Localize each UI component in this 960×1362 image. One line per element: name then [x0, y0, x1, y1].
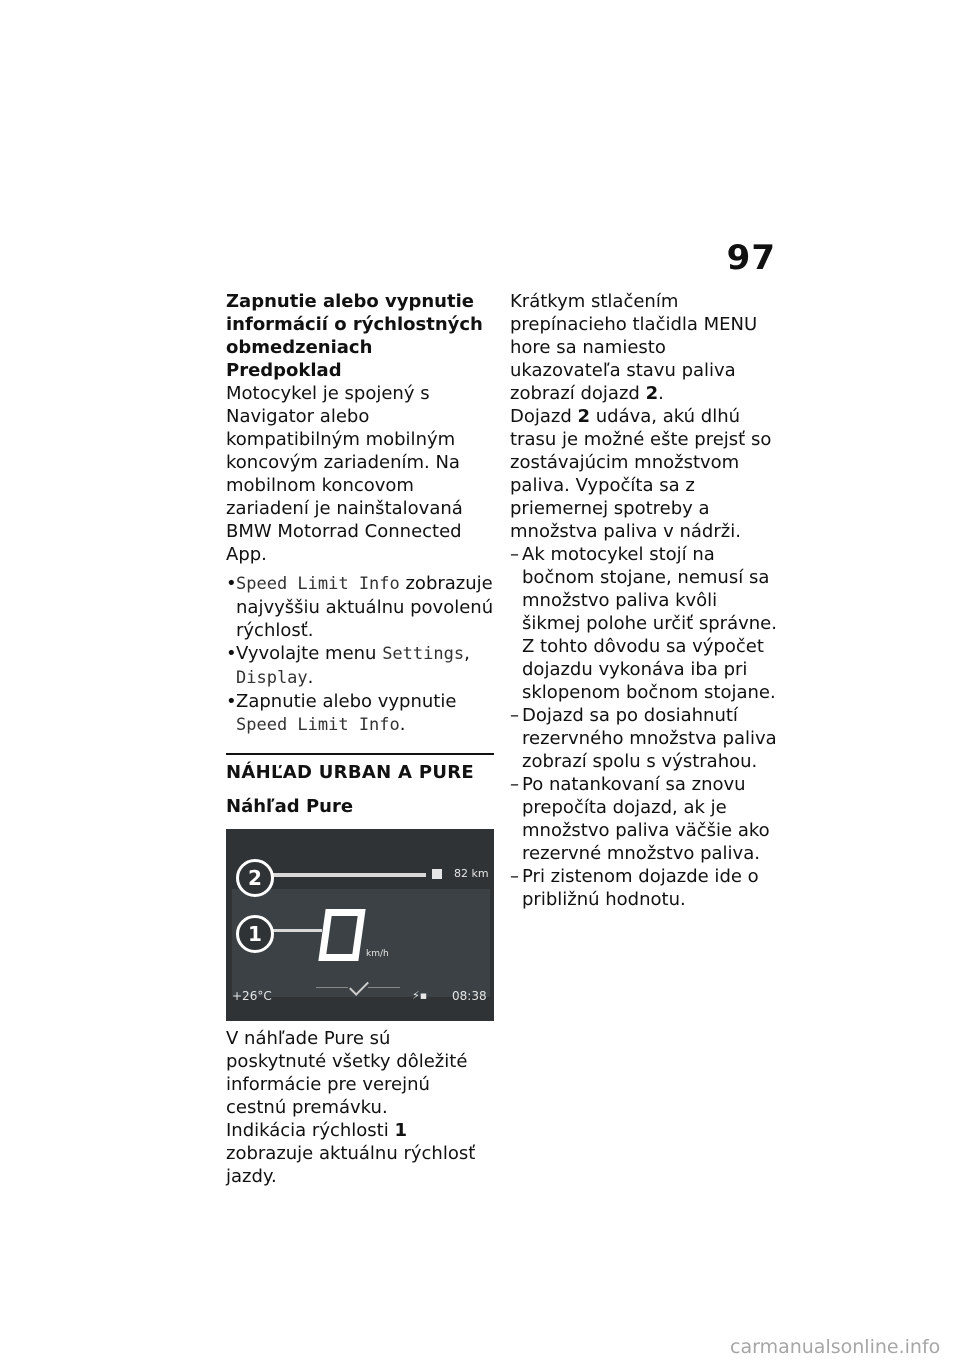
section-divider: [226, 753, 494, 785]
speed-unit: km/h: [366, 949, 389, 959]
paragraph: V náhľade Pure sú poskytnuté všetky dôležité informácie pre verejnú cestnú premávku.: [226, 1028, 468, 1118]
bullet-item: • Vyvolajte menu Settings, Display.: [226, 643, 470, 688]
divider-line: [368, 987, 400, 988]
bullet-icon: •: [226, 691, 237, 712]
callout-2: 2: [236, 859, 274, 897]
bullet-icon: •: [226, 643, 237, 664]
paragraph: Indikácia rýchlosti 1 zobrazuje aktuálnu rýchlosť jazdy.: [226, 1120, 476, 1187]
speed-digit: [318, 909, 365, 961]
bullet-item: • Speed Limit Info zobrazuje najvyššiu aktuálnu povolenú rýchlosť.: [226, 573, 494, 641]
prerequisite-text: Motocykel je spojený s Navigator alebo kompatibilným mobilným koncovým zariadením. Na mobilnom koncovom zariadení je nainštalovaná BMW Motorrad Connected App.: [226, 383, 463, 565]
paragraph: Dojazd 2 udáva, akú dlhú trasu je možné ešte prejsť so zostávajúcim množstvom paliva. Vypočíta sa z priemernej spotreby a množstva paliva v nádrži.: [510, 406, 772, 542]
page-number: 97: [726, 238, 776, 278]
divider-line: [316, 987, 348, 988]
paragraph: Krátkym stlačením prepínacieho tlačidla MENU hore sa namiesto ukazovateľa stavu paliva zobrazí dojazd 2.: [510, 291, 758, 404]
section-title: NÁHĽAD URBAN A PURE: [226, 762, 474, 783]
bullet-item: • Zapnutie alebo vypnutie Speed Limit Info.: [226, 691, 457, 735]
list-item: – Ak motocykel stojí na bočnom stojane, nemusí sa množstvo paliva kvôli šikmej polohe určiť správne. Z tohto dôvodu sa výpočet dojazdu vykonáva iba pri sklopenom bočnom stojane.: [510, 544, 777, 703]
connectivity-icon: ⚡▪: [412, 989, 428, 1002]
clock-readout: 08:38: [452, 989, 487, 1003]
list-item: – Dojazd sa po dosiahnutí rezervného množstva paliva zobrazí spolu s výstrahou.: [510, 705, 777, 772]
list-item: – Po natankovaní sa znovu prepočíta dojazd, ak je množstvo paliva väčšie ako rezervné množstvo paliva.: [510, 774, 770, 864]
range-readout: 82 km: [454, 867, 489, 880]
section-heading: Zapnutie alebo vypnutie informácií o rýchlostných obmedzeniach: [226, 291, 483, 358]
tft-display-image: [226, 829, 494, 1021]
bullet-list: [226, 572, 494, 737]
temperature-readout: +26°C: [232, 989, 272, 1003]
bullet-icon: •: [226, 573, 237, 594]
dash-list: [510, 543, 778, 911]
callout-1: 1: [236, 915, 274, 953]
right-column: [510, 290, 778, 911]
watermark: carmanualsonline.info: [730, 1336, 941, 1358]
fuel-pump-icon: [432, 869, 442, 879]
list-item: – Pri zistenom dojazde ide o približnú hodnotu.: [510, 866, 759, 910]
fuel-bar: [266, 873, 426, 877]
sub-title: Náhľad Pure: [226, 796, 354, 817]
speed-leader-line: [266, 929, 322, 932]
prerequisite-title: Predpoklad: [226, 360, 342, 381]
left-column: [226, 290, 494, 1188]
